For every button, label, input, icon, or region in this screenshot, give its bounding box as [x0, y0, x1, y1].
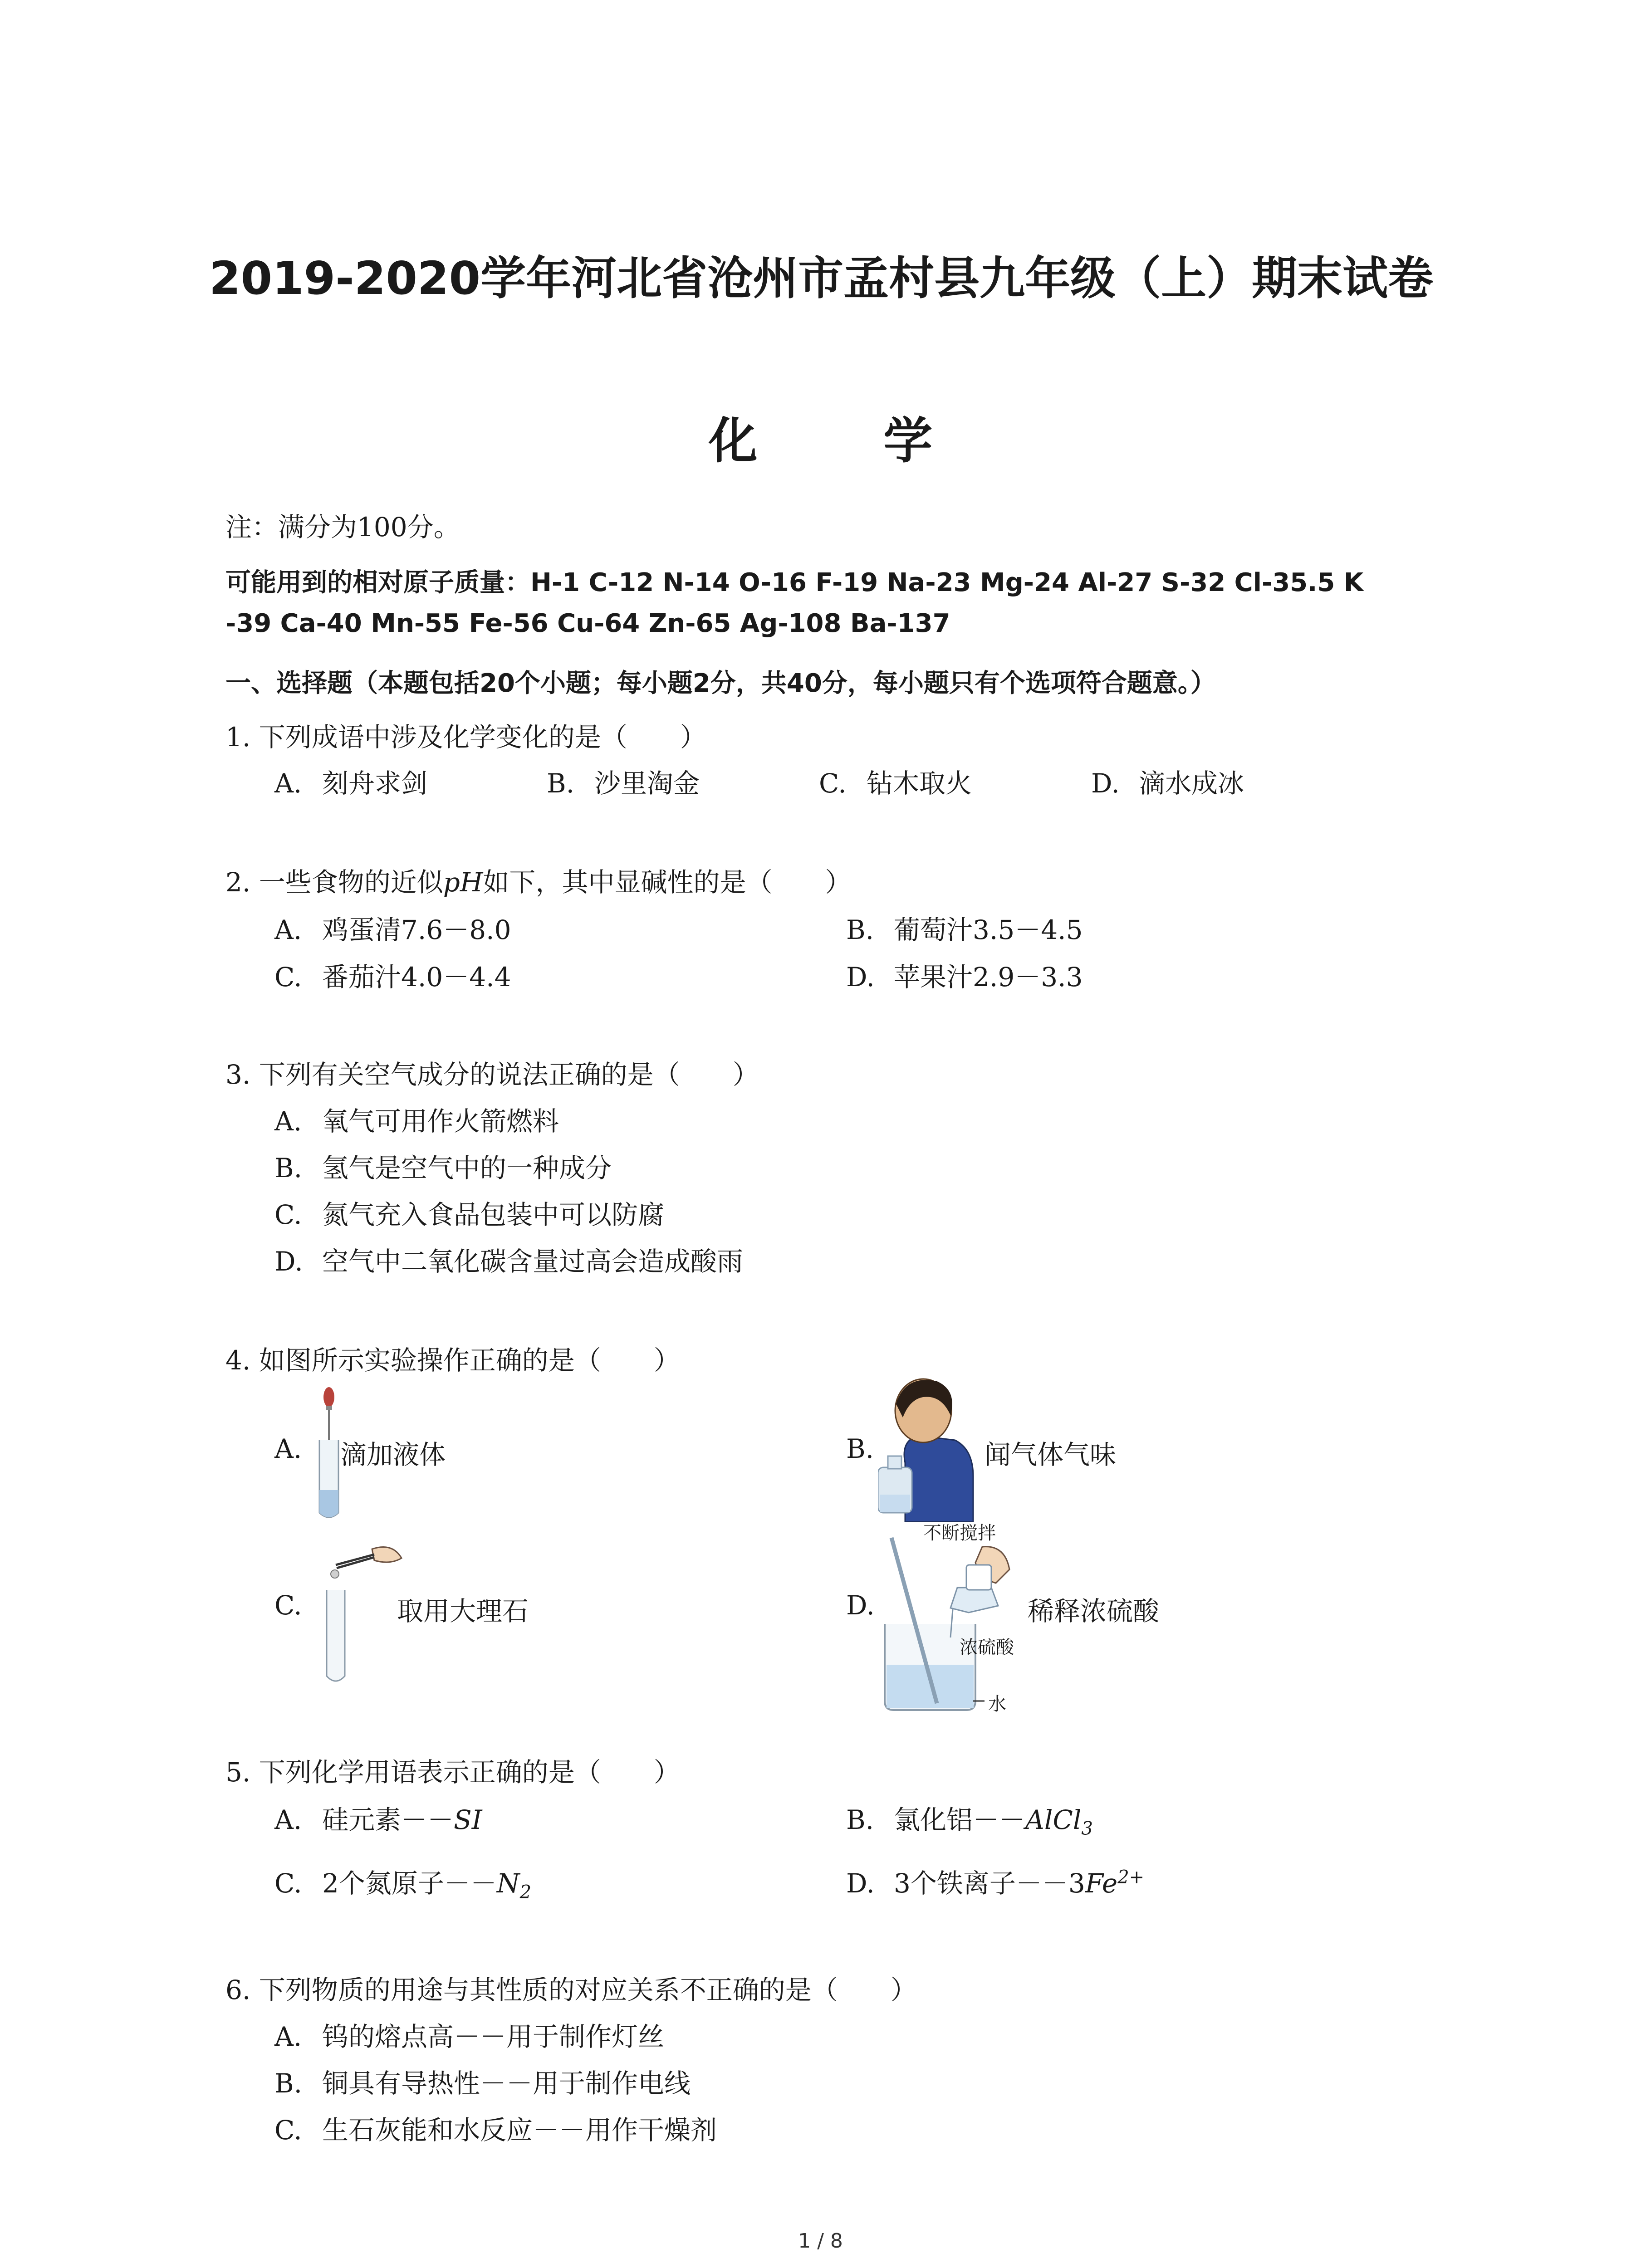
option-letter: A.: [274, 2021, 302, 2052]
option-letter: D.: [846, 1590, 875, 1621]
formula-subscript: 3: [1081, 1818, 1093, 1839]
option-text: 葡萄汁3.5－4.5: [894, 914, 1083, 945]
score-note: 注：满分为100分。: [225, 512, 460, 543]
option-text: 2个氮原子－－: [322, 1868, 497, 1899]
stem-text: 如下，其中显碱性的是（ ）: [483, 867, 852, 898]
q2-option-c[interactable]: [274, 956, 511, 994]
option-letter: C.: [274, 2115, 302, 2146]
question-6-stem: 6. 下列物质的用途与其性质的对应关系不正确的是（ ）: [225, 1975, 917, 2005]
q3-option-c[interactable]: [274, 1193, 664, 1232]
option-letter: B.: [274, 1153, 303, 1183]
subject-title: 化 学: [708, 413, 987, 469]
option-letter: D.: [846, 1868, 875, 1899]
question-2-stem: [225, 861, 852, 899]
option-text: 稀释浓硫酸: [1028, 1596, 1160, 1627]
page-number: 1 / 8: [798, 2229, 843, 2253]
q2-option-b[interactable]: [846, 909, 1083, 947]
option-text: 3个铁离子－－3: [894, 1868, 1085, 1899]
option-text: 铜具有导热性－－用于制作电线: [322, 2068, 691, 2099]
q6-option-c[interactable]: [274, 2109, 717, 2147]
option-text: 钻木取火: [867, 768, 972, 799]
option-text: 氢气是空气中的一种成分: [322, 1153, 612, 1183]
atomic-mass-line-2: -39 Ca-40 Mn-55 Fe-56 Cu-64 Zn-65 Ag-108 Ba-137: [225, 609, 950, 638]
q6-option-a[interactable]: [274, 2015, 664, 2053]
q4-option-c[interactable]: [274, 1590, 529, 1627]
option-text: 硅元素－－: [322, 1804, 454, 1835]
option-letter: B.: [274, 2068, 303, 2099]
option-letter: A.: [274, 1433, 302, 1464]
option-letter: B.: [547, 768, 575, 799]
option-letter: C.: [274, 1868, 302, 1899]
option-letter: B.: [846, 1433, 874, 1464]
option-text: 氧气可用作火箭燃料: [322, 1106, 559, 1137]
q3-option-b[interactable]: [274, 1147, 612, 1185]
formula-superscript: 2+: [1117, 1867, 1145, 1888]
q3-option-d[interactable]: [274, 1240, 743, 1278]
option-text: 取用大理石: [397, 1596, 529, 1627]
option-text: 苹果汁2.9－3.3: [894, 962, 1083, 992]
q5-option-c[interactable]: [274, 1862, 531, 1903]
exam-title: 2019-2020学年河北省沧州市孟村县九年级（上）期末试卷: [209, 252, 1434, 305]
option-letter: D.: [846, 962, 875, 992]
option-letter: A.: [274, 1804, 302, 1835]
q5-option-d[interactable]: [846, 1862, 1144, 1900]
q6-option-b[interactable]: [274, 2062, 691, 2100]
option-text: 鸡蛋清7.6－8.0: [322, 914, 511, 945]
water-label: 水: [988, 1694, 1006, 1715]
option-text: 生石灰能和水反应－－用作干燥剂: [322, 2115, 717, 2146]
formula: AlCl: [1025, 1804, 1082, 1835]
formula: SI: [454, 1804, 482, 1835]
option-letter: C.: [274, 962, 302, 992]
stem-text: 2. 一些食物的近似: [225, 867, 443, 898]
q1-option-d[interactable]: [1091, 762, 1244, 800]
option-letter: A.: [274, 1106, 302, 1137]
question-3-stem: 3. 下列有关空气成分的说法正确的是（ ）: [225, 1059, 759, 1090]
q1-option-a[interactable]: [274, 762, 427, 800]
formula: N: [496, 1868, 520, 1899]
question-1-stem: 1. 下列成语中涉及化学变化的是（ ）: [225, 722, 706, 753]
option-letter: C.: [274, 1590, 302, 1621]
option-text: 番茄汁4.0－4.4: [322, 962, 511, 992]
q2-option-d[interactable]: [846, 956, 1083, 994]
option-text: 氯化铝－－: [894, 1804, 1026, 1835]
q5-option-b[interactable]: [846, 1799, 1093, 1839]
question-4-stem: 4. 如图所示实验操作正确的是（ ）: [225, 1345, 680, 1376]
option-letter: B.: [846, 914, 874, 945]
option-letter: C.: [274, 1199, 302, 1230]
option-text: 闻气体气味: [985, 1439, 1117, 1470]
atomic-mass-line-1: 可能用到的相对原子质量：H-1 C-12 N-14 O-16 F-19 Na-23 Mg-24 Al-27 S-32 Cl-35.5 K: [225, 568, 1364, 597]
option-letter: C.: [819, 768, 847, 799]
smelling-gas-figure: [878, 1372, 991, 1522]
ph-symbol: pH: [443, 867, 483, 898]
option-letter: A.: [274, 914, 302, 945]
option-text: 滴水成冰: [1139, 768, 1244, 799]
option-text: 空气中二氧化碳含量过高会造成酸雨: [322, 1246, 744, 1277]
option-letter: B.: [846, 1804, 874, 1835]
option-letter: D.: [274, 1246, 303, 1277]
q5-option-a[interactable]: [274, 1799, 482, 1837]
option-letter: A.: [274, 768, 302, 799]
dilute-acid-figure: [878, 1520, 1028, 1715]
formula: Fe: [1085, 1868, 1118, 1899]
q1-option-b[interactable]: [547, 762, 700, 800]
option-letter: D.: [1091, 768, 1120, 799]
question-5-stem: 5. 下列化学用语表示正确的是（ ）: [225, 1757, 680, 1788]
option-text: 钨的熔点高－－用于制作灯丝: [322, 2021, 665, 2052]
q2-option-a[interactable]: [274, 909, 511, 947]
stir-label: 不断搅拌: [923, 1523, 996, 1544]
tweezers-test-tube-figure: [318, 1540, 404, 1690]
dropper-test-tube-figure: [313, 1386, 345, 1522]
q1-option-c[interactable]: [819, 762, 972, 800]
section-heading: 一、选择题（本题包括20个小题；每小题2分，共40分，每小题只有个选项符合题意。）: [225, 669, 1216, 698]
option-text: 滴加液体: [340, 1439, 446, 1470]
option-text: 刻舟求剑: [322, 768, 428, 799]
option-text: 氮气充入食品包装中可以防腐: [322, 1199, 665, 1230]
acid-label: 浓硫酸: [960, 1637, 1014, 1658]
q3-option-a[interactable]: [274, 1100, 559, 1138]
option-text: 沙里淘金: [594, 768, 700, 799]
formula-subscript: 2: [519, 1882, 532, 1903]
